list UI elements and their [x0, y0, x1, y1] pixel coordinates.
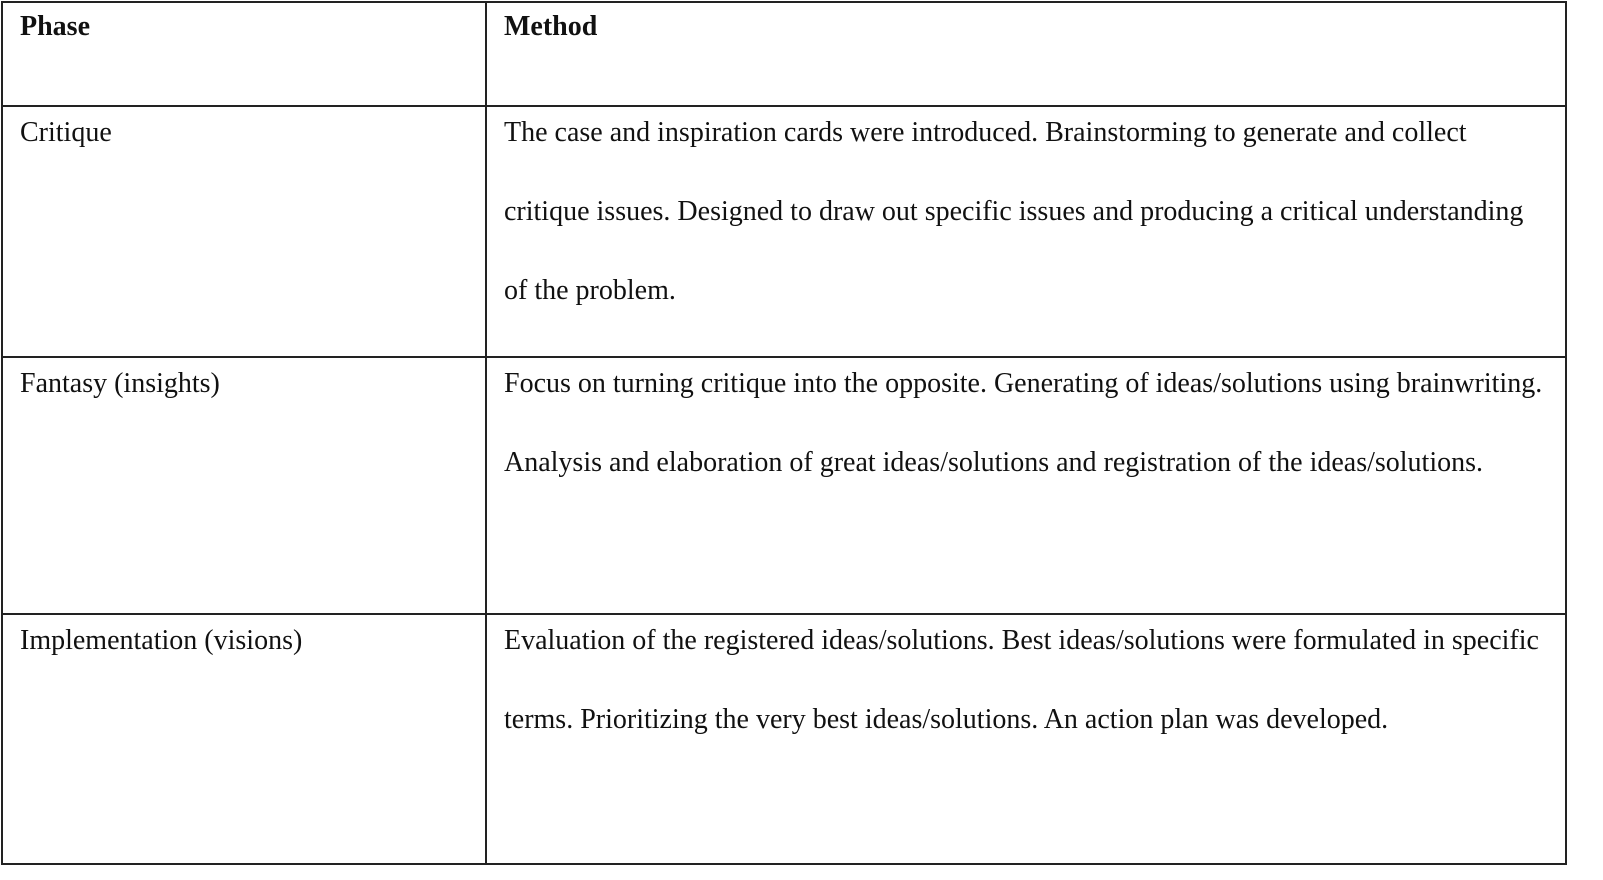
phase-text: Implementation (visions) — [20, 625, 303, 656]
header-phase: Phase — [2, 2, 486, 106]
table-row — [2, 357, 1566, 614]
phase-cell — [2, 106, 486, 357]
table-row — [2, 106, 1566, 357]
table-header-row — [2, 2, 1566, 106]
phase-method-table — [1, 1, 1567, 865]
phase-text: Critique — [20, 117, 112, 148]
method-text: The case and inspiration cards were introduced. Brainstorming to generate and collect critique issues. Designed to draw out specific issues and producing a critical understanding of the problem. — [504, 117, 1524, 306]
method-text: Focus on turning critique into the opposite. Generating of ideas/solutions using brainwriting. Analysis and elaboration of great ideas/solutions and registration of the ideas/solutions. — [504, 368, 1543, 478]
phase-cell — [2, 357, 486, 614]
method-cell — [486, 357, 1566, 614]
table-row — [2, 614, 1566, 864]
method-text: Evaluation of the registered ideas/solutions. Best ideas/solutions were formulated in specific terms. Prioritizing the very best ideas/solutions. An action plan was developed. — [504, 625, 1539, 735]
header-method: Method — [486, 2, 1566, 106]
method-cell — [486, 614, 1566, 864]
method-cell — [486, 106, 1566, 357]
phase-text: Fantasy (insights) — [20, 368, 220, 399]
phase-cell — [2, 614, 486, 864]
